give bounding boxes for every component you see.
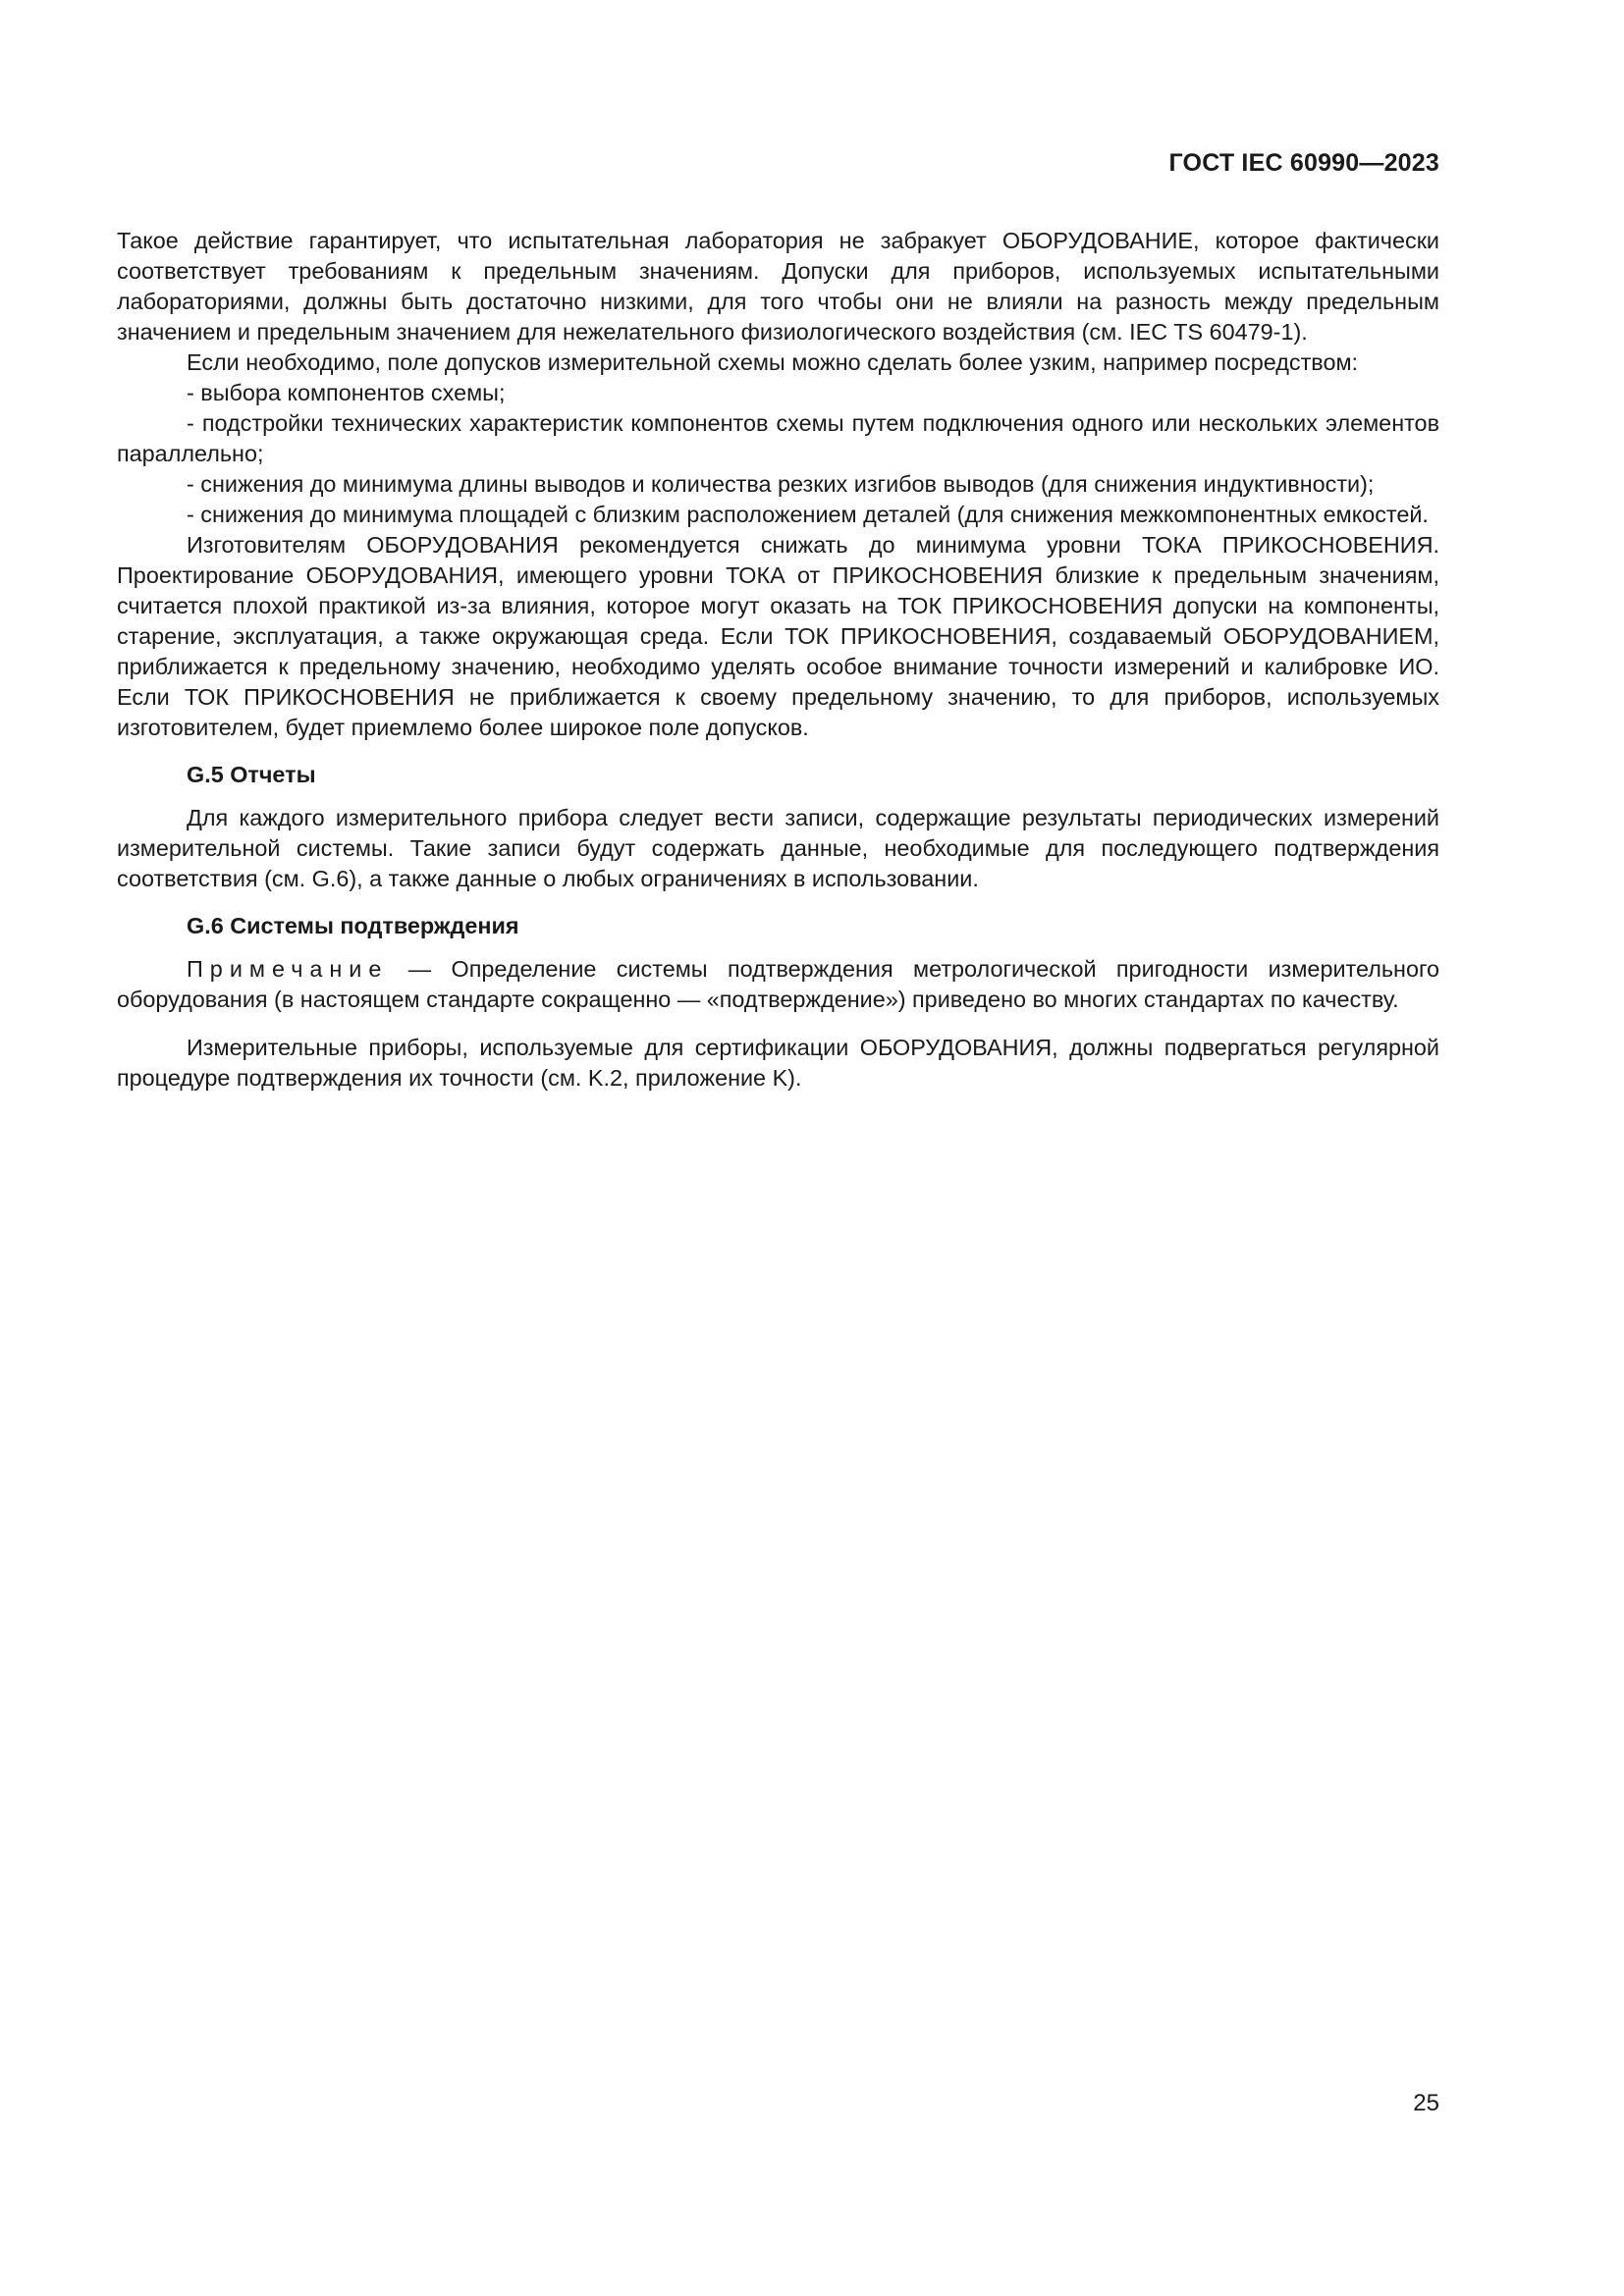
section-heading-g6: G.6 Системы подтверждения: [187, 913, 519, 938]
list-item: - снижения до минимума площадей с близким расположением деталей (для снижения межкомпонентных емкостей.: [187, 502, 1429, 527]
page-number: 25: [1413, 2090, 1439, 2116]
paragraph-narrow-tolerance: Если необходимо, поле допусков измерительной схемы можно сделать более узким, например посредством:: [187, 349, 1359, 375]
list-item: - подстройки технических характеристик компонентов схемы путем подключения одного или нескольких элементов параллельно;: [117, 410, 1439, 466]
note-text: — Определение системы подтверждения метрологической пригодности измерительного оборудования (в настоящем стандарте сокращенно — «подтверждение») приведено во многих стандартах по качеству.: [117, 956, 1439, 1012]
page-content: [117, 226, 1439, 1094]
list-item: - снижения до минимума длины выводов и количества резких изгибов выводов (для снижения индуктивности);: [187, 471, 1375, 497]
paragraph-tolerance-intro: Такое действие гарантирует, что испытательная лаборатория не забракует ОБОРУДОВАНИЕ, которое фактически соответствует требованиям к предельным значениям. Допуски для приборов, используемых испытательными лабораториями, должны быть достаточно низкими, для того чтобы они не влияли на разность между предельным значением и предельным значением для нежелательного физиологического воздействия (см. IEC TS 60479-1).: [117, 228, 1439, 345]
section-g5-text: Для каждого измерительного прибора следует вести записи, содержащие результаты периодических измерений измерительной системы. Такие записи будут содержать данные, необходимые для последующего подтверждения соответствия (см. G.6), а также данные о любых ограничениях в использовании.: [117, 805, 1439, 891]
paragraph-manufacturers: Изготовителям ОБОРУДОВАНИЯ рекомендуется снижать до минимума уровни ТОКА ПРИКОСНОВЕНИЯ. Проектирование ОБОРУДОВАНИЯ, имеющего уровни ТОКА от ПРИКОСНОВЕНИЯ близкие к предельным значениям, считается плохой практикой из-за влияния, которое могут оказать на ТОК ПРИКОСНОВЕНИЯ допуски на компоненты, старение, эксплуатация, а также окружающая среда. Если ТОК ПРИКОСНОВЕНИЯ, создаваемый ОБОРУДОВАНИЕМ, приближается к предельному значению, необходимо уделять особое внимание точности измерений и калибровке ИО. Если ТОК ПРИКОСНОВЕНИЯ не приближается к своему предельному значению, то для приборов, используемых изготовителем, будет приемлемо более широкое поле допусков.: [117, 532, 1439, 740]
section-g6-text: Измерительные приборы, используемые для сертификации ОБОРУДОВАНИЯ, должны подвергаться регулярной процедуре подтверждения их точности (см. K.2, приложение K).: [117, 1035, 1439, 1091]
section-heading-g5: G.5 Отчеты: [187, 762, 316, 787]
list-item: - выбора компонентов схемы;: [187, 380, 506, 405]
note-label: Примечание: [187, 956, 389, 982]
standard-header: ГОСТ IEC 60990—2023: [1168, 149, 1439, 177]
note-paragraph: [117, 954, 1439, 1015]
